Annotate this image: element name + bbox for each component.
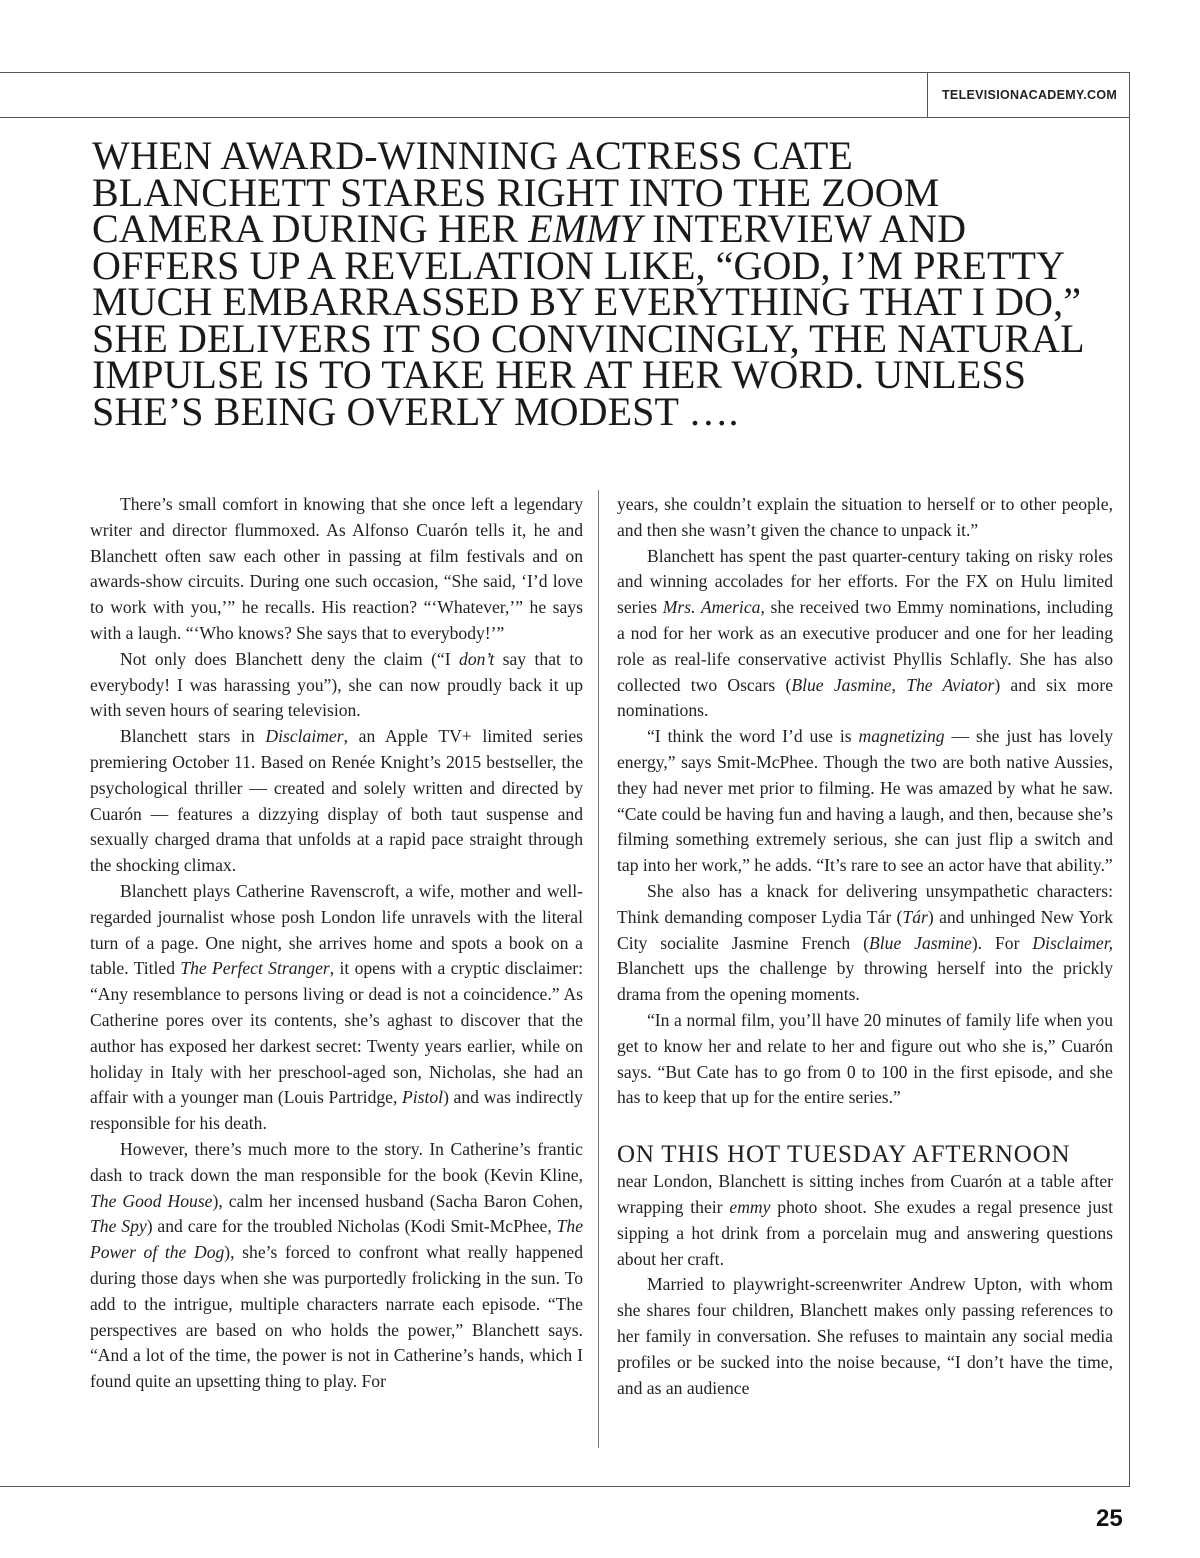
- headline-emmy: EMMY: [528, 206, 643, 251]
- paragraph: Blanchett plays Catherine Ravenscroft, a wife, mother and well-regarded journalist whose posh London life unravels with the literal turn of a page. One night, she arrives home and spots a book on a table. Titled The Perfect Stranger, it opens with a cryptic disclaimer: “Any resemblance to persons living or dead is not a coincidence.” As Catherine pores over its contents, she’s aghast to discover that the author has exposed her darkest secret: Twenty years earlier, while on holiday in Italy with her preschool-aged son, Nicholas, she had an affair with a younger man (Louis Partridge, Pistol) and was indirectly responsible for his death.: [90, 880, 584, 1134]
- paragraph: “I think the word I’d use is magnetizing — she just has lovely energy,” says Smit-McPhee. Though the two are both native Aussies, they had never met prior to filming. He was amazed by what he saw. “Cate could be having fun and having a laugh, and then, because she’s filming something extremely serious, she can just flip a switch and tap into her work,” he adds. “It’s rare to see an actor have that ability.”: [617, 726, 1113, 876]
- paragraph: However, there’s much more to the story. In Catherine’s frantic dash to track down the man responsible for the book (Kevin Kline, The Good House), calm her incensed husband (Sacha Baron Cohen, The Spy) and care for the troubled Nicholas (Kodi Smit-McPhee, The Power of the Dog), she’s forced to confront what really happened during those days when she was purportedly frolicking in the sun. To add to the intrigue, multiple characters narrate each episode. “The perspectives are based on who holds the power,” Blanchett says. “And a lot of the time, the power is not in Catherine’s hands, which I found quite an upsetting thing to play. For: [90, 1138, 583, 1392]
- section-subhead: ON THIS HOT TUESDAY AFTERNOON: [617, 1141, 1071, 1169]
- paragraph: “In a normal film, you’ll have 20 minutes of family life when you get to know her and relate to her and figure out who she is,” Cuarón says. “But Cate has to go from 0 to 100 in the first episode, and she has to keep that up for the entire series.”: [617, 1009, 1113, 1108]
- headline-line: MUCH EMBARRASSED BY EVERYTHING THAT I DO,”: [92, 279, 1082, 324]
- headline-line: IMPULSE IS TO TAKE HER AT HER WORD. UNLESS: [92, 352, 1027, 397]
- headline-line: SHE’S BEING OVERLY MODEST ….: [92, 388, 739, 434]
- left-column: [90, 492, 583, 1395]
- right-column: [617, 492, 1113, 1401]
- column-divider: [598, 490, 599, 1448]
- headline-line: SHE DELIVERS IT SO CONVINCINGLY, THE NATURAL: [92, 315, 1085, 361]
- bottom-rule: [0, 1486, 1130, 1487]
- paragraph: Married to playwright-screenwriter Andrew Upton, with whom she shares four children, Blanchett makes only passing references to her family in conversation. She refuses to maintain any social media profiles or be sucked into the noise because, “I don’t have the time, and as an audience: [617, 1274, 1113, 1398]
- headline-text: CAMERA DURING HER: [92, 206, 519, 251]
- paragraph: years, she couldn’t explain the situation to herself or to other people, and then she wasn’t given the chance to unpack it.”: [617, 494, 1113, 540]
- site-url: TELEVISIONACADEMY.COM: [942, 88, 1118, 102]
- paragraph: There’s small comfort in knowing that she once left a legendary writer and director flummoxed. As Alfonso Cuarón tells it, he and Blanchett often saw each other in passing at film festivals and on awards-show circuits. During one such occasion, “She said, ‘I’d love to work with you,’” he recalls. His reaction? “‘Whatever,’” he says with a laugh. “‘Who knows? She says that to everybody!’”: [90, 494, 583, 643]
- paragraph: Blanchett stars in Disclaimer, an Apple TV+ limited series premiering October 11. Based on Renée Knight’s 2015 bestseller, the psychological thriller — created and solely written and directed by Cuarón — features a dizzying display of both taut suspense and sexually charged drama that unfolds at a rapid pace straight through the shocking climax.: [90, 726, 583, 876]
- headline-line: BLANCHETT STARES RIGHT INTO THE ZOOM: [92, 169, 940, 215]
- top-rule: [0, 72, 1130, 73]
- right-rule: [1129, 72, 1130, 1486]
- paragraph: She also has a knack for delivering unsympathetic characters: Think demanding composer Lydia Tár (Tár) and unhinged New York City socialite Jasmine French (Blue Jasmine). For Disclaimer, Blanchett ups the challenge by throwing herself into the prickly drama from the opening moments.: [617, 880, 1114, 1005]
- paragraph: Not only does Blanchett deny the claim (“I don’t say that to everybody! I was harassing you”), she can now proudly back it up with seven hours of searing television.: [90, 648, 584, 721]
- headline-line: WHEN AWARD-WINNING ACTRESS CATE: [92, 133, 853, 178]
- header-box-rule: [927, 72, 928, 118]
- paragraph: Blanchett has spent the past quarter-century taking on risky roles and winning accolades for her efforts. For the FX on Hulu limited series Mrs. America, she received two Emmy nominations, including a nod for her work as an executive producer and one for her leading role as real-life conservative activist Phyllis Schlafly. She has also collected two Oscars (Blue Jasmine, The Aviator) and six more nominations.: [617, 545, 1114, 721]
- paragraph: near London, Blanchett is sitting inches from Cuarón at a table after wrapping their emmy photo shoot. She exudes a regal presence just sipping a hot drink from a porcelain mug and answering questions about her craft.: [617, 1171, 1113, 1269]
- header-divider-rule: [0, 117, 1130, 118]
- headline: [92, 133, 1112, 434]
- page-number: 25: [1096, 1505, 1123, 1532]
- headline-text: INTERVIEW AND: [652, 206, 967, 251]
- headline-line: OFFERS UP A REVELATION LIKE, “GOD, I’M PRETTY: [92, 242, 1066, 288]
